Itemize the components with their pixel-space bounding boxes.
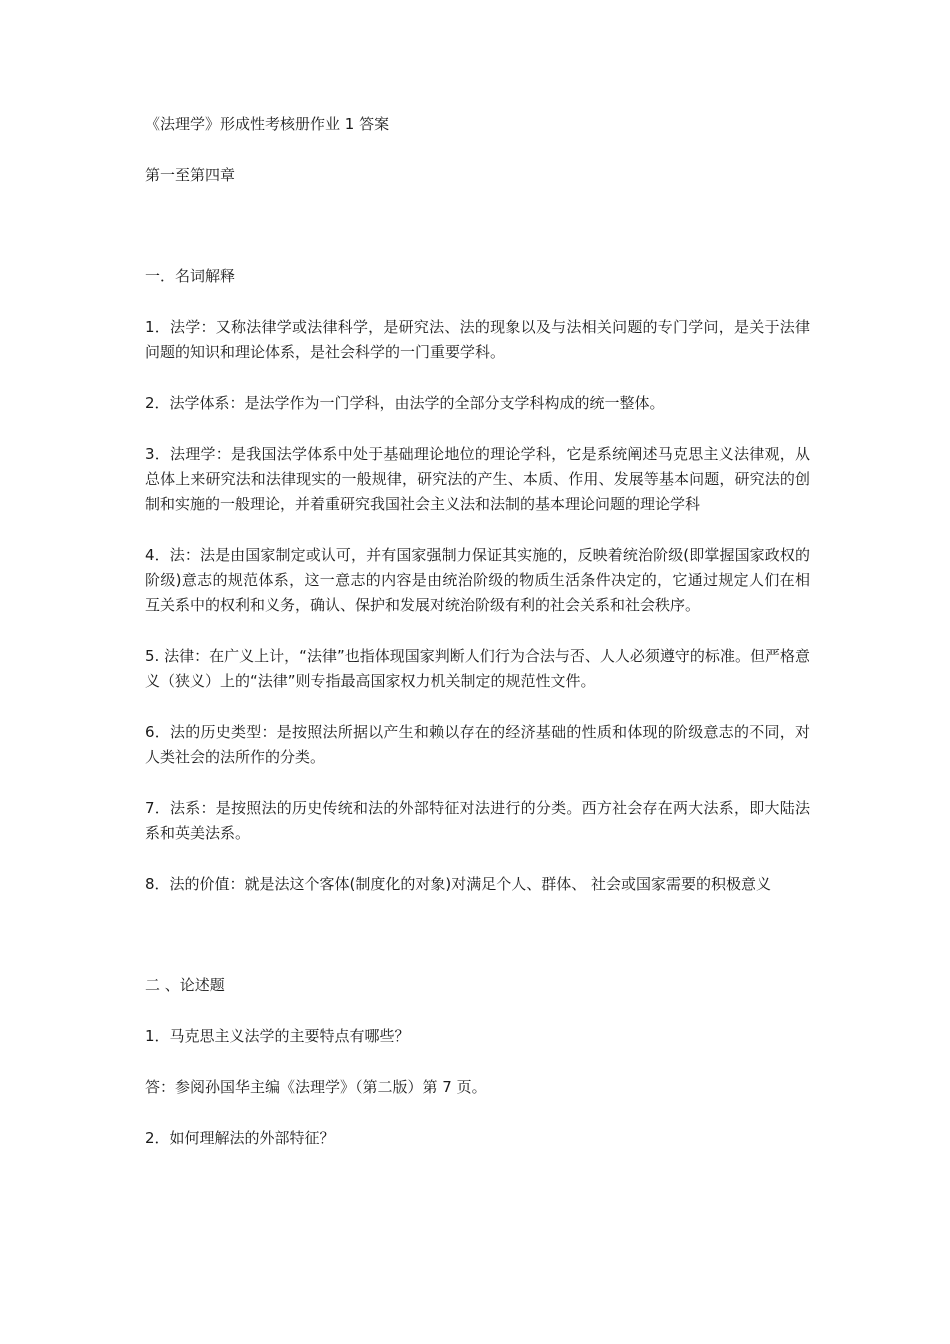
essay-question-2: 2．如何理解法的外部特征？ bbox=[145, 1129, 335, 1147]
term-item-8: 8．法的价值：就是法这个客体(制度化的对象)对满足个人、群体、 社会或国家需要的积极意义 bbox=[145, 875, 772, 893]
term-item-3: 3．法理学：是我国法学体系中处于基础理论地位的理论学科，它是系统阐述马克思主义法律观，从总体上来研究法和法律现实的一般规律，研究法的产生、本质、作用、发展等基本问题，研究法的创制和实施的一般理论，并着重研究我国社会主义法和法制的基本理论问题的理论学科 bbox=[145, 445, 810, 513]
term-item-5: 5. 法律：在广义上计，“法律”也指体现国家判断人们行为合法与否、人人必须遵守的标准。但严格意义（狭义）上的“法律”则专指最高国家权力机关制定的规范性文件。 bbox=[145, 647, 810, 690]
term-item-4: 4．法：法是由国家制定或认可，并有国家强制力保证其实施的，反映着统治阶级(即掌握国家政权的阶级)意志的规范体系，这一意志的内容是由统治阶级的物质生活条件决定的，它通过规定人们在相互关系中的权利和义务，确认、保护和发展对统治阶级有利的社会关系和社会秩序。 bbox=[145, 546, 810, 614]
term-item-7: 7．法系：是按照法的历史传统和法的外部特征对法进行的分类。西方社会存在两大法系，即大陆法系和英美法系。 bbox=[145, 799, 810, 842]
chapter-range: 第一至第四章 bbox=[145, 166, 236, 184]
section-heading-essay: 二 、论述题 bbox=[145, 976, 225, 994]
document-title: 《法理学》形成性考核册作业 1 答案 bbox=[145, 115, 390, 133]
term-item-6: 6．法的历史类型：是按照法所据以产生和赖以存在的经济基础的性质和体现的阶级意志的不同，对人类社会的法所作的分类。 bbox=[145, 723, 810, 766]
section-heading-terms: 一．名词解释 bbox=[145, 267, 236, 285]
term-item-1: 1．法学：又称法律学或法律科学，是研究法、法的现象以及与法相关问题的专门学问，是关于法律问题的知识和理论体系，是社会科学的一门重要学科。 bbox=[145, 318, 810, 361]
term-item-2: 2．法学体系：是法学作为一门学科，由法学的全部分支学科构成的统一整体。 bbox=[145, 394, 665, 412]
essay-question-1: 1．马克思主义法学的主要特点有哪些？ bbox=[145, 1027, 410, 1045]
essay-answer-1: 答：参阅孙国华主编《法理学》（第二版）第 7 页。 bbox=[145, 1078, 487, 1096]
document-page bbox=[145, 112, 810, 1177]
